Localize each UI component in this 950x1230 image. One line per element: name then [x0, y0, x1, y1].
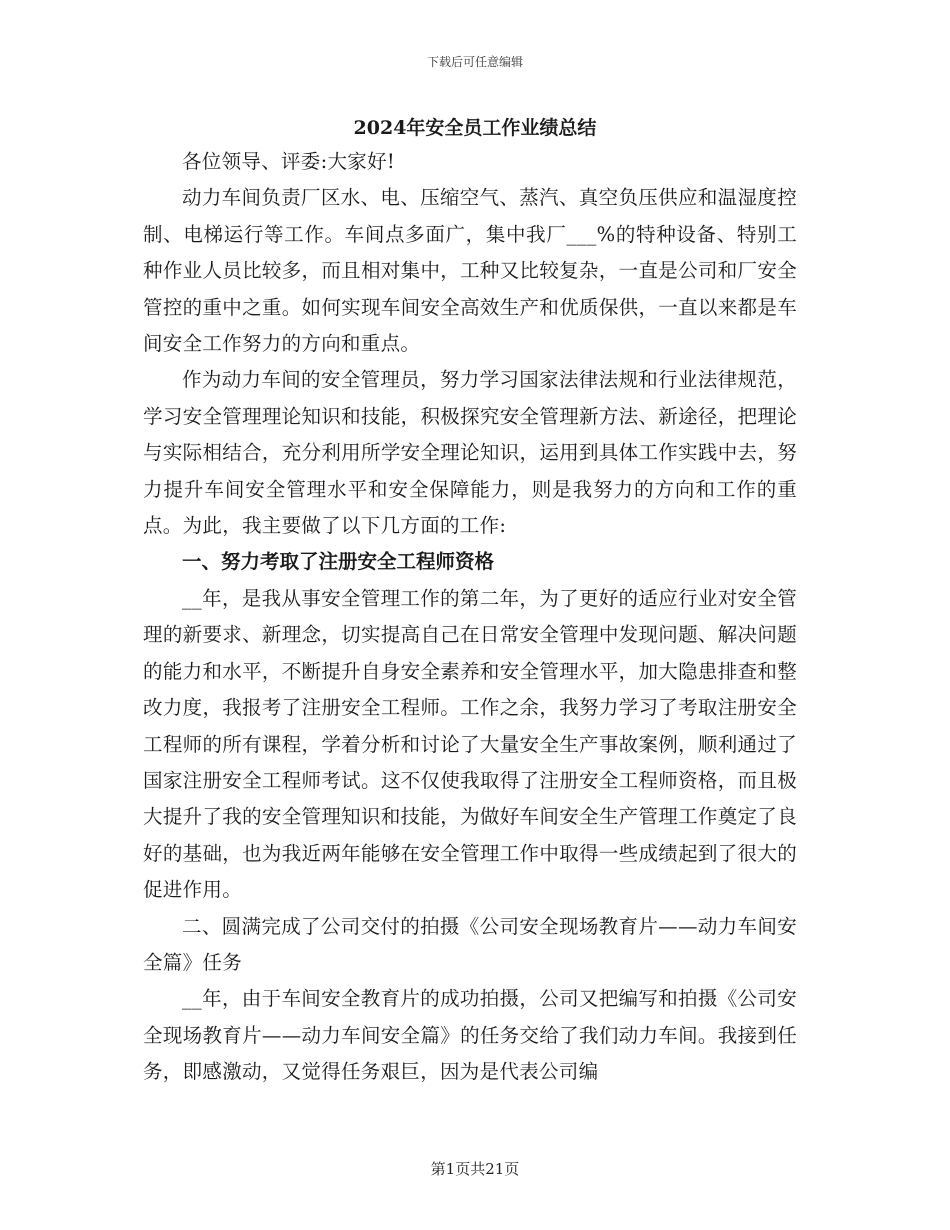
- document-body: [143, 112, 797, 1091]
- section-2-heading: 二、圆满完成了公司交付的拍摄《公司安全现场教育片——动力车间安全篇》任务: [143, 914, 797, 974]
- section-1-heading: 一、努力考取了注册安全工程师资格: [182, 550, 495, 574]
- paragraph-2: 作为动力车间的安全管理员，努力学习国家法律法规和行业法律规范，学习安全管理理论知识和技能，积极探究安全管理新方法、新途径，把理论与实际相结合，充分利用所学安全理论知识，运用到具体工作实践中去，努力提升车间安全管理水平和安全保障能力，则是我努力的方向和工作的重点。为此，我主要做了以下几方面的工作:: [143, 368, 797, 538]
- section-2-body: __年，由于车间安全教育片的成功拍摄，公司又把编写和拍摄《公司安全现场教育片——动力车间安全篇》的任务交给了我们动力车间。我接到任务，即感激动，又觉得任务艰巨，因为是代表公司编: [143, 987, 797, 1084]
- page-header-note: 下载后可任意编辑: [426, 55, 523, 69]
- greeting: 各位领导、评委:大家好!: [182, 150, 396, 173]
- paragraph-1: 动力车间负责厂区水、电、压缩空气、蒸汽、真空负压供应和温湿度控制、电梯运行等工作。车间点多面广，集中我厂___%的特种设备、特别工种作业人员比较多，而且相对集中，工种又比较复杂，一直是公司和厂安全管控的重中之重。如何实现车间安全高效生产和优质保供，一直以来都是车间安全工作努力的方向和重点。: [143, 186, 797, 356]
- section-1-body: __年，是我从事安全管理工作的第二年，为了更好的适应行业对安全管理的新要求、新理念，切实提高自己在日常安全管理中发现问题、解决问题的能力和水平，不断提升自身安全素养和安全管理水平，加大隐患排查和整改力度，我报考了注册安全工程师。工作之余，我努力学习了考取注册安全工程师的所有课程，学着分析和讨论了大量安全生产事故案例，顺利通过了国家注册安全工程师考试。这不仅使我取得了注册安全工程师资格，而且极大提升了我的安全管理知识和技能，为做好车间安全生产管理工作奠定了良好的基础，也为我近两年能够在安全管理工作中取得一些成绩起到了很大的促进作用。: [143, 586, 797, 902]
- document-title: 2024年安全员工作业绩总结: [353, 117, 597, 139]
- page-footer-number: 第1页共21页: [430, 1160, 520, 1178]
